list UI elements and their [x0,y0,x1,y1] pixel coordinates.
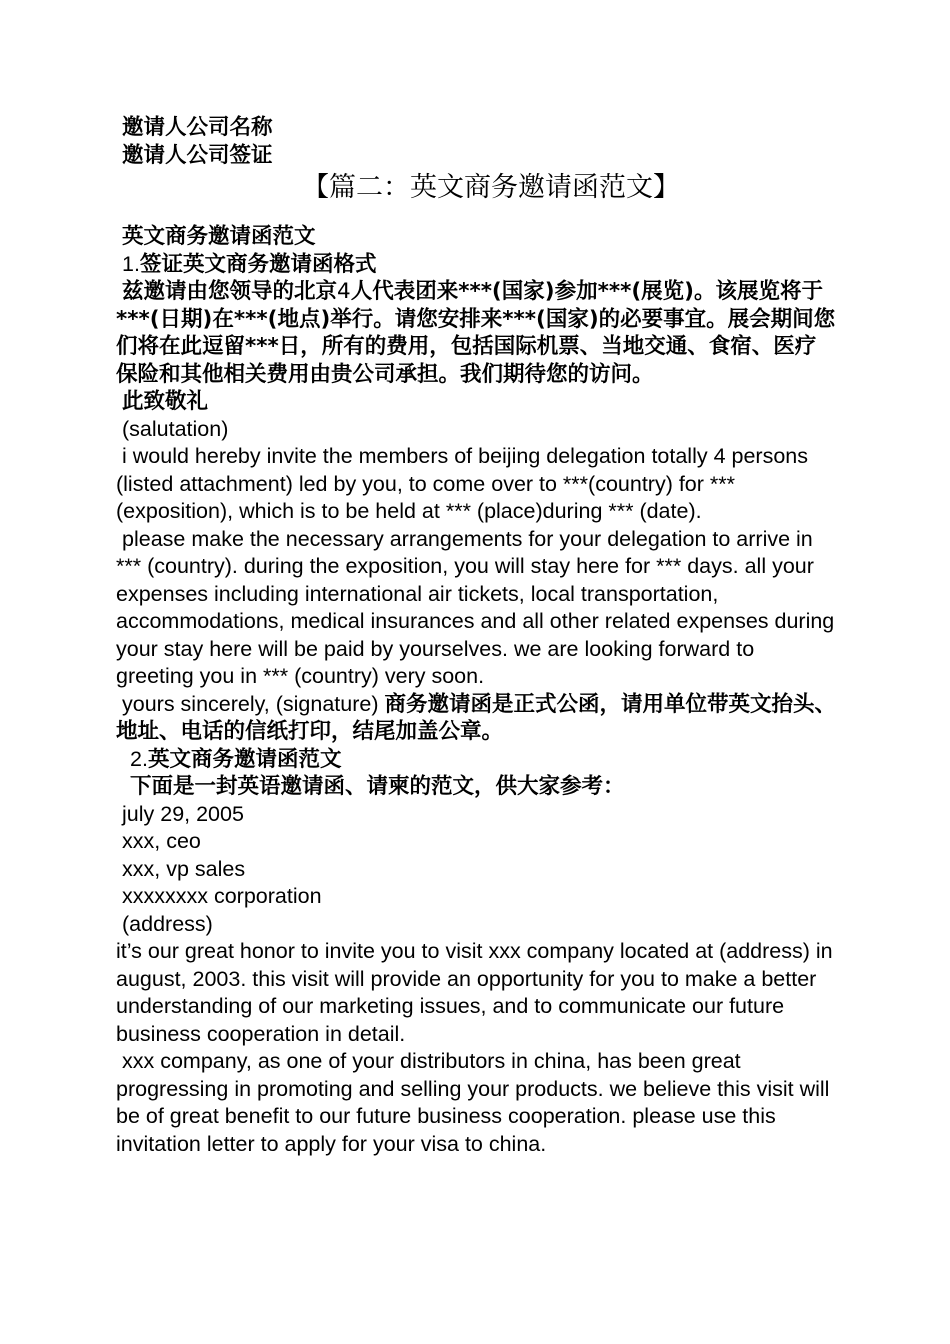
recipient-address: (address) [122,911,213,936]
cn-para-number: 4 [337,279,351,304]
chinese-closing: 此致敬礼 [122,389,209,414]
item2-heading [116,746,836,774]
english-paragraph-2-text: please make the necessary arrangements for your delegation to arrive in *** (country). during the exposition, you will stay here for *** days. all your expenses including international air tickets, local transportation, accommodations, medical insurances and all other related expenses during your stay here will be paid by yourselves. we are looking forward to greeting you in *** (country) very soon. [116,526,835,688]
english-closing: yours sincerely, (signature) [122,691,379,716]
document-title: 英文商务邀请函范文 [122,224,316,249]
english-paragraph-3: it’s our great honor to invite you to visit xxx company located at (address) in august, 2003. this visit will provide an opportunity for you to make a better understanding of our marketing issues, and to communicate our future business cooperation in detail. [116,939,833,1046]
item2-title: 英文商务邀请函范文 [147,746,342,772]
document-body [116,114,836,1158]
item1-number: 1. [122,251,140,276]
cn-para-part1: 兹邀请由您领导的北京 [122,279,338,304]
item2-number: 2. [130,746,148,771]
english-paragraph-2 [116,526,836,691]
english-paragraph-4-text: xxx company, as one of your distributors in china, has been great progressing in promoting and selling your products. we believe this visit will be of great benefit to our future business cooperation. please use this invitation letter to apply for your visa to china. [116,1049,830,1156]
item1-title: 签证英文商务邀请函格式 [139,251,377,277]
closing-and-note [116,691,836,746]
chinese-invitation-paragraph [116,278,836,388]
inviter-company-signature: 邀请人公司签证 [122,142,273,168]
recipient-vp-sales: xxx, vp sales [122,856,246,881]
chinese-note: 商务邀请函是正式公函，请用单位带英文抬头、地址、电话的信纸打印，结尾加盖公章。 [116,691,836,744]
salutation: (salutation) [122,416,229,441]
section-heading: 【篇二：英文商务邀请函范文】 [302,172,680,203]
english-paragraph-4 [116,1048,836,1158]
inviter-company-name: 邀请人公司名称 [122,115,273,140]
recipient-ceo: xxx, ceo [122,829,201,853]
letter-date: july 29, 2005 [122,801,244,826]
english-paragraph-1-text: i would hereby invite the members of beijing delegation totally 4 persons (listed attachment) led by you, to come over to ***(country) for *** (exposition), which is to be held at *** (place)during *** (date). [116,444,809,523]
item1-heading [116,251,836,279]
recipient-company: xxxxxxxx corporation [122,884,322,908]
cn-para-part2: 人代表团来***(国家)参加***(展览)。该展览将于***(日期)在***(地点)举行。请您安排来***(国家)的必要事宜。展会期间您们将在此逗留***日，所有的费用，包括国际机票、当地交通、食宿、医疗保险和其他相关费用由贵公司承担。我们期待您的访问。 [116,279,836,387]
english-paragraph-1 [116,443,836,526]
item2-intro: 下面是一封英语邀请函、请柬的范文，供大家参考： [130,774,625,799]
